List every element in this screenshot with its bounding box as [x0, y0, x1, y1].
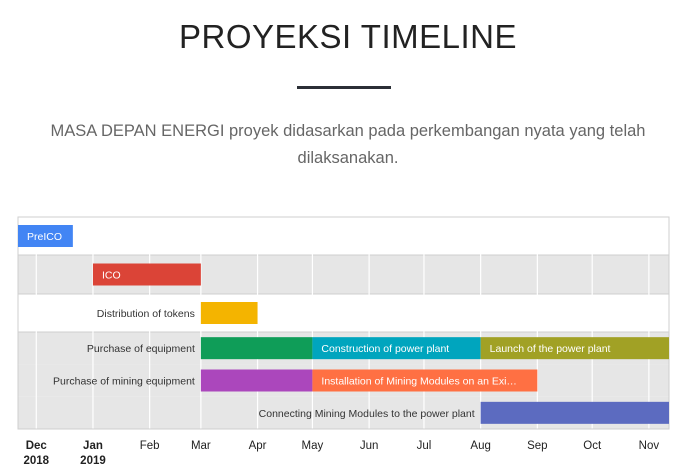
x-tick-label: Nov [638, 440, 660, 452]
bar-label: Launch of the power plant [489, 343, 611, 356]
timeline-bar[interactable] [481, 402, 669, 424]
page-title: PROYEKSI TIMELINE [179, 18, 517, 55]
x-tick-label: Apr [248, 440, 267, 452]
x-tick-label: Mar [190, 440, 211, 452]
x-tick-label: May [301, 440, 324, 452]
bar-label: Distribution of tokens [96, 308, 195, 320]
x-tick-label: Sep [527, 440, 548, 452]
x-tick-label: Dec [25, 440, 47, 452]
x-tick-label: Aug [470, 440, 491, 452]
bar-label: ICO [101, 269, 121, 282]
x-tick-label: Feb [139, 440, 160, 452]
bar-label: Connecting Mining Modules to the power plant [258, 407, 475, 420]
bar-label: Purchase of mining equipment [53, 375, 195, 388]
bar-label: Construction of power plant [321, 343, 450, 356]
x-axis-ticks [23, 440, 659, 467]
x-tick-label: Jan [83, 440, 103, 452]
page-subtitle: MASA DEPAN ENERGI proyek didasarkan pada perkembangan nyata yang telah dilaksanakan. [50, 122, 646, 167]
timeline-bar[interactable] [201, 337, 313, 359]
bar-label: PreICO [27, 231, 63, 243]
x-tick-sublabel: 2019 [80, 455, 106, 467]
x-tick-label: Jul [416, 440, 432, 452]
x-tick-label: Oct [583, 440, 602, 452]
bar-label: Purchase of equipment [86, 343, 195, 356]
bar-label: Installation of Mining Modules on an Exi… [321, 375, 517, 388]
x-tick-label: Jun [359, 440, 379, 452]
row-bands [18, 217, 669, 429]
timeline-bar[interactable] [201, 370, 313, 392]
x-tick-sublabel: 2018 [23, 455, 50, 467]
row-band [18, 217, 669, 255]
timeline-bar[interactable] [201, 302, 258, 324]
